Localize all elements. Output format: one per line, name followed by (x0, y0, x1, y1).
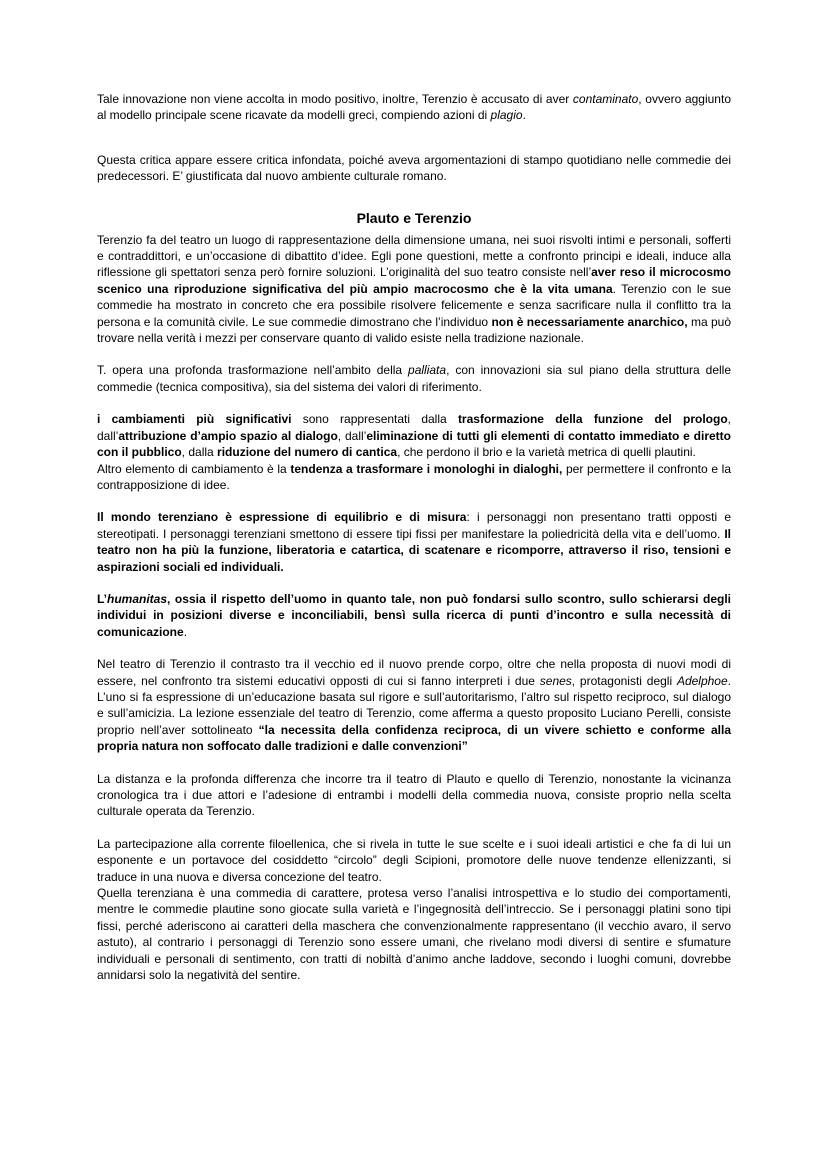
text-run: , ovvero aggiunto al modello principale scene ricavate da modelli greci, compiendo azioni di (97, 92, 731, 123)
paragraph (97, 656, 731, 754)
paragraph (97, 91, 731, 124)
text-run: plagio (490, 108, 523, 123)
text-run: i cambiamenti più significativi (97, 412, 292, 427)
text-run: non è necessariamente anarchico, (491, 314, 688, 329)
text-run: . (183, 624, 188, 639)
text-run: . (522, 108, 526, 123)
text-run: . L’uno si fa espressione di un’educazione basata sul rigore e sull’autoritarismo, l’altro sul rispetto reciproco, sul dialogo e sull’amicizia. La lezione essenziale del teatro di Terenzio, come afferma a questo proposito Luciano Perelli, consiste proprio nell’aver sottolineato (97, 673, 731, 737)
paragraph (97, 771, 731, 820)
text-run: contaminato (572, 92, 639, 106)
text-run: Altro elemento di cambiamento è la (97, 461, 291, 476)
text-run: T. opera una profonda trasformazione nell’ambito della (97, 363, 409, 378)
text-run: Nel teatro di Terenzio il contrasto tra il vecchio ed il nuovo prende corpo, oltre che nella proposta di nuovi modi di essere, nel confronto tra sistemi educativi opposti di cui si fanno interpreti i due (97, 657, 731, 688)
text-run: , protagonisti degli (571, 673, 677, 688)
text-run: sono rappresentati dalla (291, 412, 458, 427)
paragraph (97, 411, 731, 493)
text-run: , dall’ (97, 412, 731, 443)
text-run: L’ (97, 591, 108, 606)
text-run: Il teatro non ha più la funzione, liberatoria e catartica, di scatenare e ricomporre, attraverso il riso, tensioni e aspirazioni sociali ed individuali. (97, 526, 731, 574)
paragraph (97, 836, 731, 984)
text-run: , ossia il rispetto dell’uomo in quanto tale, non può fondarsi sullo scontro, sullo schierarsi degli individui in posizioni diverse e inconciliabili, bensì sulla ricerca di punti d’incontro e sulla necessità di comunicazione (97, 591, 731, 639)
section-heading: Plauto e Terenzio (356, 209, 472, 226)
text-run: Terenzio fa del teatro un luogo di rappresentazione della dimensione umana, nei suoi risvolti intimi e personali, sofferti e contraddittori, e un’occasione di dibattito d’idee. Egli pone questioni, mette a confronto principi e ideali, induce alla riflessione gli spettatori senza però fornire soluzioni. L’originalità del suo teatro consiste nell’ (97, 232, 731, 280)
text-run: , dall’ (337, 428, 367, 443)
paragraph (97, 591, 731, 640)
paragraph (97, 362, 731, 395)
text-run: Questa critica appare essere critica infondata, poiché aveva argomentazioni di stampo quotidiano nelle commedie dei predecessori. E’ giustificata dal nuovo ambiente culturale romano. (97, 152, 731, 184)
paragraph (97, 509, 731, 575)
text-run: per permettere il confronto e la contrapposizione di idee. (97, 461, 731, 492)
text-run: “la necessita della confidenza reciproca, di un vivere schietto e conforme alla propria natura non soffocato dalle tradizioni e dalle convenzioni” (97, 722, 731, 754)
paragraph (97, 152, 731, 185)
text-run: Adelphoe (676, 673, 728, 688)
text-run: eliminazione di tutti gli elementi di contatto immediato e diretto con il pubblico (97, 428, 731, 460)
paragraph (97, 232, 731, 347)
text-run: ma può trovare nella verità i mezzi per conservare quanto di valido esiste nella tradizione nazionale. (97, 314, 731, 346)
text-run: senes (539, 673, 572, 688)
text-run: humanitas (107, 591, 168, 606)
text-run: trasformazione della funzione del prologo (457, 412, 728, 427)
text-run: : i personaggi non presentano tratti opposti e stereotipati. I personaggi terenziani smettono di essere tipi fissi per manifestare la poliedricità della vita e dell’uomo. (97, 510, 731, 541)
text-run: Quella terenziana è una commedia di carattere, protesa verso l’analisi introspettiva e lo studio dei comportamenti, mentre le commedie plautine sono giocate sulla varietà e l’ingegnosità dell’intreccio. Se i personaggi platini sono tipi fissi, perché aderiscono ai caratteri della maschera che convenzionalmente rappresentano (il vecchio avaro, il servo astuto), al contrario i personaggi di Terenzio sono essere umani, che rivelano modi diversi di sentire e sfumature individuali e personali di sentimento, con tratti di nobiltà d’animo anche laddove, secondo i luoghi comuni, dovrebbe annidarsi solo la negatività del sentire. (97, 886, 731, 983)
text-run: , che perdono il brio e la varietà metrica di quelli plautini. (397, 445, 696, 460)
text-run: tendenza a trasformare i monologhi in dialoghi, (290, 461, 563, 476)
text-run: Il mondo terenziano è espressione di equilibrio e di misura (97, 510, 467, 525)
document-content (97, 91, 731, 999)
text-run: La distanza e la profonda differenza che incorre tra il teatro di Plauto e quello di Terenzio, nonostante la vicinanza cronologica tra i due attori e l’adesione di entrambi i modelli della commedia nuova, consiste proprio nella scelta culturale operata da Terenzio. (97, 771, 731, 819)
text-run: , con innovazioni sia sul piano della struttura delle commedie (tecnica compositiva), sia del sistema dei valori di riferimento. (97, 363, 731, 394)
text-run: palliata (408, 363, 447, 378)
text-run: Tale innovazione non viene accolta in modo positivo, inoltre, Terenzio è accusato di aver (97, 92, 573, 106)
text-run: La partecipazione alla corrente filoellenica, che si rivela in tutte le sue scelte e i suoi ideali artistici e che fa di lui un esponente e un portavoce del cosiddetto “circolo” degli Scipioni, promotore delle nuove tendenze ellenizzanti, si traduce in una nuova e diversa concezione del teatro. (97, 836, 731, 884)
text-run: riduzione del numero di cantica (217, 445, 398, 460)
text-run: , dalla (181, 445, 218, 460)
text-run: attribuzione d’ampio spazio al dialogo (118, 428, 338, 443)
text-run: . Terenzio con le sue commedie ha mostrato in concreto che era possibile risolvere felicemente e senza sacrificare nulla il conflitto tra la persona e la comunità civile. Le sue commedie dimostrano che l’individuo (97, 281, 731, 329)
text-run: aver reso il microcosmo scenico una riproduzione significativa del più ampio macrocosmo che è la vita umana (97, 265, 731, 296)
